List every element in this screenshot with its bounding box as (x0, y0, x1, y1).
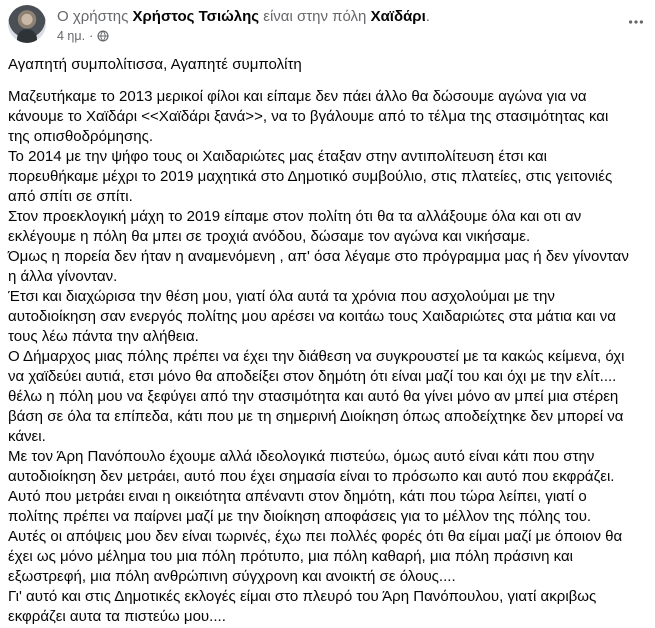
header-period: . (425, 8, 430, 25)
meta-separator: · (89, 29, 94, 43)
post-header (8, 4, 648, 44)
post-timestamp[interactable]: 4 ημ. (57, 29, 86, 43)
post-greeting: Αγαπητή συμπολίτισσα, Αγαπητέ συμπολίτη (8, 56, 302, 73)
post-body (8, 55, 648, 627)
more-options-button[interactable] (624, 10, 648, 34)
more-options-icon (627, 13, 645, 31)
post-text: Μαζευτήκαμε το 2013 μερικοί φίλοι και είπαμε δεν πάει άλλο θα δώσουμε αγώνα για να κάνουμε το Χαϊδάρι <<Χαϊδάρι ξανά>>, να το βγάλουμε από το τέλμα της στασιμότητας και της οπισθοδρόμησης. Το 2014 με την ψήφο τους οι Χαιδαριώτες μας έταξαν στην αντιπολίτευση έτσι και πορευθήκαμε μέχρι το 2019 μαχητικά στο Δημοτικό συμβούλιο, στις πλατείες, στις γειτονιές από σπίτι σε σπίτι. Στον προεκλογική μάχη το 2019 είπαμε στον πολίτη ότι θα τα αλλάξουμε όλα και οτι αν εκλέγουμε η πόλη θα μπει σε τροχιά ανόδου, δώσαμε τον αγώνα και νικήσαμε. Όμως η πορεία δεν ήταν η αναμενόμενη , απ' όσα λέγαμε στο πρόγραμμα μας ή δεν γίνονταν η άλλα γίνονταν. Έτσι και διαχώρισα την θέση μου, γιατί όλα αυτά τα χρόνια που ασχολούμαι με την αυτοδιοίκηση σαν ενεργός πολίτης μου αρέσει να κοιτάω τους Χαιδαριώτες στα μάτια και να τους λέω πάντα την αλήθεια. Ο Δήμαρχος μιας πόλης πρέπει να έχει την διάθεση να συγκρουστεί με τα κακώς κείμενα, όχι να χαϊδεύει αυτιά, ετσι μόνο θα αποδείξει στον δημότη ότι είναι μαζί του και όχι με την ελίτ.... θέλω η πόλη μου να ξεφύγει από την στασιμότητα και αυτό θα γίνει μόνο αν μπεί μια στέρεη βάση σε όλα τα επίπεδα, κάτι που με τη σημερινή Διοίκηση όπως αποδείχτηκε δεν μπορεί να κάνει. Με τον Άρη Πανόπουλο έχουμε αλλά ιδεολογικά πιστεύω, όμως αυτό είναι κάτι που στην αυτοδιοίκηση δεν μετράει, αυτό που έχει σημασία είναι το πρόσωπο και αυτό που εκφράζει. Αυτό που μετράει ειναι η οικειότητα απέναντι στον δημότη, κάτι που τώρα λείπει, γιατί ο πολίτης πρέπει να παίρνει μαζί με την διοίκηση αποφάσεις για το μέλλον της πόλης του. Αυτές οι απόψεις μου δεν είναι τωρινές, έχω πει πολλές φορές ότι θα είμαι μαζί με όποιον θα έχει ως μόνο μέλημα του μια πόλη πρότυπο, μια πόλη καθαρή, μια πόλη πράσινη και εξωστρεφή, μια πόλη ανθρώπινη σύγχρονη και ανοικτή σε όλους.... Γι' αυτό και στις Δημοτικές εκλογές είμαι στο πλευρό του Άρη Πανόπουλου, γιατί ακριβως εκφράζει αυτα τα πιστεύω μου.... (8, 88, 629, 625)
location-link[interactable]: Χαϊδάρι (370, 8, 426, 25)
post-meta (57, 28, 109, 44)
author-prefix: Ο χρήστης (57, 8, 129, 25)
author-name-link[interactable]: Χρήστος Τσιώλης (132, 8, 260, 25)
post-author-line (57, 7, 430, 26)
location-connector: είναι στην πόλη (263, 8, 367, 25)
avatar[interactable] (8, 5, 46, 43)
globe-icon[interactable] (97, 30, 109, 42)
